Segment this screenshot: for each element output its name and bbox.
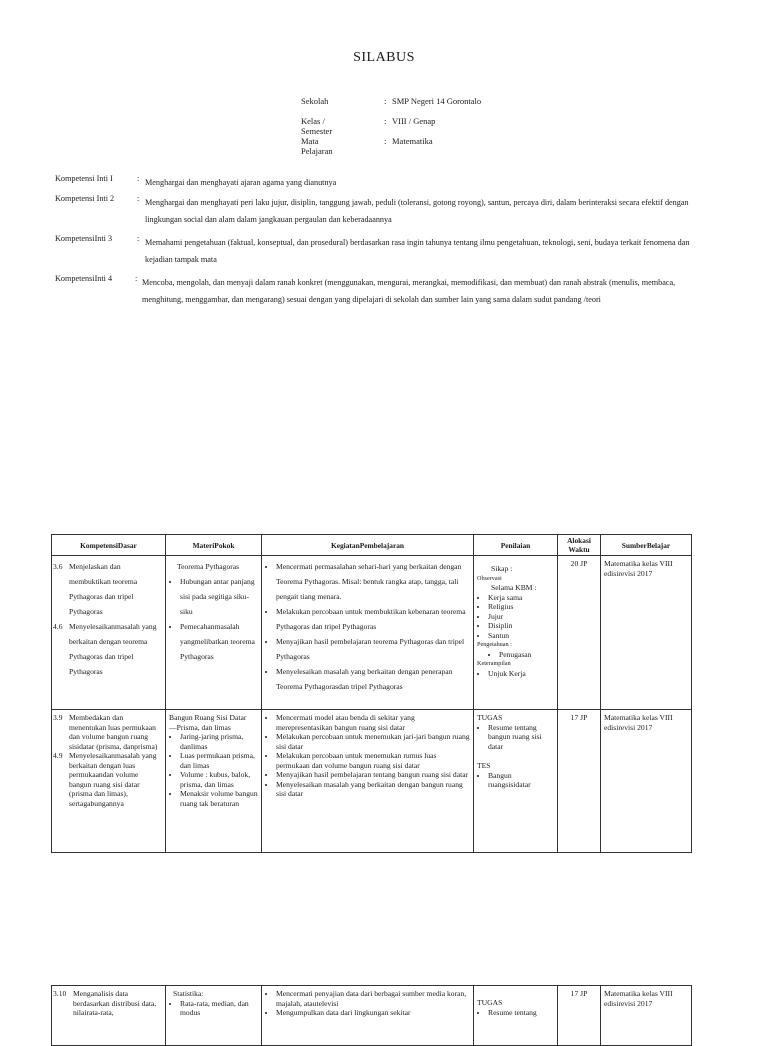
header-kegiatan: KegiatanPembelajaran <box>262 535 474 556</box>
syllabus-table-continued <box>51 985 692 1046</box>
list-item: • Luas permukaan prisma, dan limas <box>180 751 258 770</box>
alokasi-cell: 17 JP <box>558 710 601 853</box>
kegiatan-cell <box>262 556 474 710</box>
identity-label: Mata Pelajaran <box>301 136 333 156</box>
sumber-cell: Matematika kelas VIII edisirevisi 2017 <box>601 556 692 710</box>
header-sumber-belajar: SumberBelajar <box>601 535 692 556</box>
table-row <box>52 710 692 853</box>
list-item: • Mencermati model atau benda di sekitar yang merepresentasikan bangun ruang sisi datar <box>276 713 470 732</box>
alokasi-cell: 20 JP <box>558 556 601 710</box>
kompetensi-dasar-cell: 3.6 Menjelaskan dan membuktikan teorema Pythagoras dan tripel Pythagoras 4.6 Menyelesaikanmasalah yang berkaitan dengan teorema Pythagoras dan tripel Pythagoras <box>52 556 166 710</box>
kompetensi-dasar-cell: 3.10 Menganalisis data berdasarkan distribusi data, nilairata-rata, <box>52 986 166 1046</box>
list-item: • Melakukan percobaan untuk menemukan rumus luas permukaan dan volume bangun ruang sisi datar <box>276 751 470 770</box>
penilaian-cell: TUGAS • Resume tentang bangun ruang sisi datar TES • Bangun ruangsisidatar <box>474 710 558 853</box>
identity-value: Matematika <box>392 136 433 146</box>
identity-value: SMP Negeri 14 Gorontalo <box>392 96 482 106</box>
header-penilaian: Penilaian <box>474 535 558 556</box>
list-item: • Menyajikan hasil pembelajaran teorema Pythagoras dan tripel Pythagoras <box>276 634 470 664</box>
identity-value: VIII / Genap <box>392 116 436 126</box>
list-item: • Melakukan percobaan untuk menemukan jari-jari bangun ruang sisi datar <box>276 732 470 751</box>
list-item: • Menyajikan hasil pembelajaran tentang bangun ruang sisi datar <box>276 770 470 780</box>
sumber-cell: Matematika kelas VIII edisirevisi 2017 <box>601 710 692 853</box>
identity-label: Sekolah <box>301 96 329 106</box>
list-item: • Jaring-jaring prisma, danlimas <box>180 732 258 751</box>
document-title: SILABUS <box>353 50 415 65</box>
kompetensi-dasar-cell: 3.9 Membedakan dan menentukan luas permukaan dan volume bangun ruang sisidatar (prisma, danprisma) 4.9 Menyelesaikanmasalah yang berkaitan dengan luas permukaandan volume bangun ruang sisi datar (prisma dan limas), sertagabungannya <box>52 710 166 853</box>
header-materi-pokok: MateriPokok <box>166 535 262 556</box>
syllabus-page: SILABUS Sekolah : SMP Negeri 14 Gorontalo Kelas / Semester : VIII / Genap Mata Pelajaran : Matematika Kompetensi Inti I : Menghargai dan menghayati ajaran agama yang dianutnya Kompetensi Inti 2 : Menghargai dan menghayati peri laku jujur, disiplin, tanggung jawab, peduli (toleransi, gotong royong), santun, percaya diri, dalam berinteraksi secara efektif dengan lingkungan social dan alam dalam jangkauan pergaulan dan keberadaannya KompetensiInti 3 : Memahami pengetahuan (faktual, konseptual, dan prosedural) berdasarkan rasa ingin tahunya tentang ilmu pengetahuan, teknologi, seni, budaya terkait fenomena dan kejadian tampak mata KompetensiInti 4 : Mencoba, mengolah, dan menyaji dalam ranah konkret (menggunakan, mengurai, merangkai, memodifikasi, dan membuat) dan ranah abstrak (menulis, membaca, menghitung, menggambar, dan mengarang) sesuai dengan yang dipelajari di sekolah dan sumber lain yang sama dalam sudut pandang /teori KompetensiDasar MateriPokok KegiatanPembelajaran Penilaian Alokasi Waktu SumberBelajar 3.6 Menjelaskan dan membuktikan teorema Pythagoras dan tripel Pythagoras 4.6 Menyelesaikanmasalah yang berkaitan dengan teorema Pythagoras dan tripel Pythagoras Teorema Pythagoras • Hubungan antar panjang sisi pada segitiga siku-siku • Pemecahanmasalah yangmelibatkan teorema Pythagoras • Mencermati permasalahan sehari-hari yang berkaitan dengan Teorema Pythagoras. Misal: bentuk rangka atap, tangga, tali pengait tiang menara. • Melakukan percobaan untuk membuktikan kebenaran teorema Pythagoras dan tripel Pythagoras • Menyajikan hasil pembelajaran teorema Pythagoras dan tripel Pythagoras • Menyelesaikan masalah yang berkaitan dengan penerapan Teorema Pythagorasdan tripel Pythagoras Sikap : Observasi Selama KBM : • Kerja sama • Religius • Jujur • Disiplin • Santun Pengetahuan : • Penugasan Keterampilan • Unjuk Kerja 20 JP Matematika kelas VIII edisirevisi 2017 3.9 Membedakan dan menentukan luas permukaan dan volume bangun ruang sisidatar (prisma, danprisma) 4.9 Menyelesaikanmasalah yang berkaitan dengan luas permukaandan volume bangun ruang sisi datar (prisma dan limas), sertagabungannya Bangun Ruang Sisi Datar —Prisma, dan limas • Jaring-jaring prisma, danlimas • Luas permukaan prisma, dan limas • Volume : kubus, balok, prisma, dan limas • Menaksir volume bangun ruang tak beraturan • Mencermati model atau benda di sekitar yang merepresentasikan bangun ruang sisi datar • Melakukan percobaan untuk menemukan jari-jari bangun ruang sisi datar • Melakukan percobaan untuk menemukan rumus luas permukaan dan volume bangun ruang sisi datar • Menyajikan hasil pembelajaran tentang bangun ruang sisi datar • Menyelesaikan masalah yang berkaitan dengan bangun ruang sisi datar TUGAS • Resume tentang bangun ruang sisi datar TES • Bangun ruangsisidatar 17 JP Matematika kelas VIII edisirevisi 2017 3.10 Menganalisis data berdasarkan distribusi data, nilairata-rata, Statistika: • Rata-rata, median, dan modus • Mencermati penyajian data dari berbagai sumber media koran, majalah, atautelevisi • Mengumpulkan data dari lingkungan sekitar TUGAS • Resume tentang 17 JP Matematika kelas VIII edisirevisi 2017 <box>0 0 768 1024</box>
syllabus-table <box>51 534 692 853</box>
penilaian-cell: Sikap : Observasi Selama KBM : • Kerja sama • Religius • Jujur • Disiplin • Santun Pengetahuan : • Penugasan Keterampilan • Unjuk Kerja <box>474 556 558 710</box>
table-header-row <box>52 535 692 556</box>
materi-pokok-cell: Teorema Pythagoras • Hubungan antar panjang sisi pada segitiga siku-siku • Pemecahanmasalah yangmelibatkan teorema Pythagoras <box>166 556 262 710</box>
list-item: • Mencermati penyajian data dari berbagai sumber media koran, majalah, atautelevisi <box>276 989 470 1008</box>
list-item: • Menyelesaikan masalah yang berkaitan dengan bangun ruang sisi datar <box>276 780 470 799</box>
penilaian-cell: TUGAS • Resume tentang <box>474 986 558 1046</box>
sumber-cell: Matematika kelas VIII edisirevisi 2017 <box>601 986 692 1046</box>
table-row <box>52 986 692 1046</box>
list-item: • Menaksir volume bangun ruang tak beraturan <box>180 789 258 808</box>
list-item: • Mengumpulkan data dari lingkungan sekitar <box>276 1008 470 1018</box>
table-row <box>52 556 692 710</box>
alokasi-cell: 17 JP <box>558 986 601 1046</box>
list-item: • Melakukan percobaan untuk membuktikan kebenaran teorema Pythagoras dan tripel Pythagoras <box>276 604 470 634</box>
header-kompetensi-dasar: KompetensiDasar <box>52 535 166 556</box>
list-item: • Mencermati permasalahan sehari-hari yang berkaitan dengan Teorema Pythagoras. Misal: bentuk rangka atap, tangga, tali pengait tiang menara. <box>276 559 470 604</box>
identity-label: Kelas / Semester <box>301 116 333 136</box>
materi-pokok-cell: Statistika: • Rata-rata, median, dan modus <box>166 986 262 1046</box>
list-item: • Pemecahanmasalah yangmelibatkan teorema Pythagoras <box>180 619 258 664</box>
kegiatan-cell <box>262 986 474 1046</box>
list-item: • Volume : kubus, balok, prisma, dan limas <box>180 770 258 789</box>
kegiatan-cell <box>262 710 474 853</box>
list-item: • Menyelesaikan masalah yang berkaitan dengan penerapan Teorema Pythagorasdan tripel Pythagoras <box>276 664 470 694</box>
header-alokasi-waktu: Alokasi Waktu <box>558 535 601 556</box>
list-item: • Rata-rata, median, dan modus <box>180 999 258 1018</box>
list-item: • Hubungan antar panjang sisi pada segitiga siku-siku <box>180 574 258 619</box>
materi-pokok-cell: Bangun Ruang Sisi Datar —Prisma, dan limas • Jaring-jaring prisma, danlimas • Luas permukaan prisma, dan limas • Volume : kubus, balok, prisma, dan limas • Menaksir volume bangun ruang tak beraturan <box>166 710 262 853</box>
